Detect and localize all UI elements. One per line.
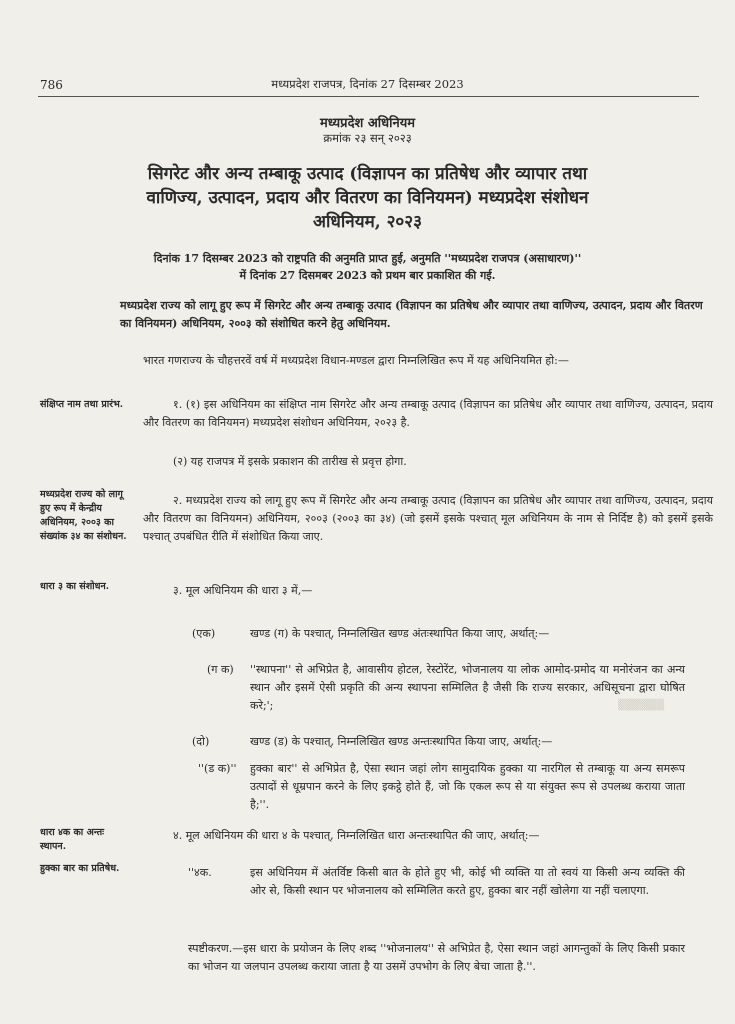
clause-two-label: (दो) — [192, 735, 210, 748]
section-1-1: १. (१) इस अधिनियम का संक्षिप्त नाम सिगरेट और अन्य तम्बाकू उत्पाद (विज्ञापन का प्रतिषेध और व्यापार तथा वाणिज्य, उत्पादन, प्रदाय और वितरण का विनियमन) मध्यप्रदेश संशोधन अधिनियम, २०२३ है. — [143, 398, 713, 429]
section-2: २. मध्यप्रदेश राज्य को लागू हुए रूप में सिगरेट और अन्य तम्बाकू उत्पाद (विज्ञापन का प्रतिषेध और व्यापार तथा वाणिज्य, उत्पादन, प्रदाय और वितरण का विनियमन) अधिनियम, २००३ (२००३ का ३४) (जो इसमें इसके पश्चात् मूल अधिनियम के नाम से निर्दिष्ट है) को इसमें इसके पश्चात् उपबंधित रीति में संशोधित किया जाए. — [143, 494, 713, 543]
clause-ga-ka: ''स्थापना'' से अभिप्रेत है, आवासीय होटल, रेस्टोरेंट, भोजनालय या लोक आमोद-प्रमोद या मनोरंजन का अन्य स्थान और इसमें ऐसी प्रकृति की अन्य स्थापना सम्मिलित है जैसी कि राज्य सरकार, अधिसूचना द्वारा घोषित करे;'; — [250, 663, 685, 712]
section-3-intro: ३. मूल अधिनियम की धारा ३ में,— — [173, 584, 313, 597]
bleed-through-smudge: ▒▒▒▒▒▒ — [618, 700, 665, 711]
clause-one: खण्ड (ग) के पश्चात्, निम्नलिखित खण्ड अंतःस्थापित किया जाए, अर्थात्:— — [250, 627, 550, 640]
clause-ga-ka-label: (ग क) — [207, 663, 234, 676]
assent-line-1: दिनांक 17 दिसम्बर 2023 को राष्ट्रपति की अनुमति प्राप्त हुई, अनुमति ''मध्यप्रदेश राजपत्र (असाधारण)'' — [153, 252, 582, 265]
act-title-line-3: अधिनियम, २०२३ — [313, 212, 422, 232]
clause-da-ka: हुक्का बार'' से अभिप्रेत है, ऐसा स्थान जहां लोग सामुदायिक हुक्का या नारगिल से तम्बाकू या अन्य समरूप उत्पादों से धूम्रपान करने के लिए इकट्ठे होते हैं, जो कि एकल रूप से या संयुक्त रूप से उपलब्ध कराया जाता है;''. — [250, 762, 685, 811]
act-number: क्रमांक २३ सन् २०२३ — [323, 131, 412, 145]
section-4-intro: ४. मूल अधिनियम की धारा ४ के पश्चात्, निम्नलिखित धारा अन्तःस्थापित की जाए, अर्थात्:— — [173, 829, 540, 842]
header-rule — [38, 96, 699, 97]
enacting-formula: भारत गणराज्य के चौहत्तरवें वर्ष में मध्यप्रदेश विधान-मण्डल द्वारा निम्नलिखित रूप में यह अधिनियमित हो:— — [143, 354, 569, 367]
clause-two: खण्ड (ड) के पश्चात्, निम्नलिखित खण्ड अन्तःस्थापित किया जाए, अर्थात्:— — [250, 735, 553, 748]
margin-note-hookah-bar: हुक्का बार का प्रतिषेध. — [40, 863, 120, 874]
section-1-2: (२) यह राजपत्र में इसके प्रकाशन की तारीख से प्रवृत्त होगा. — [173, 455, 407, 468]
explanation: स्पष्टीकरण.—इस धारा के प्रयोजन के लिए शब्द ''भोजनालय'' से अभिप्रेत है, ऐसा स्थान जहां आगन्तुकों के लिए किसी प्रकार का भोजन या जलपान उपलब्ध कराया जाता है या उसमें उपभोग के लिए बेचा जाता है.''. — [188, 942, 685, 973]
gazette-header: मध्यप्रदेश राजपत्र, दिनांक 27 दिसम्बर 2023 — [271, 77, 464, 91]
margin-note-section-4a: धारा ४क का अन्तः स्थापन. — [40, 827, 105, 852]
long-title: मध्यप्रदेश राज्य को लागू हुए रूप में सिगरेट और अन्य तम्बाकू उत्पाद (विज्ञापन का प्रतिषेध और व्यापार तथा वाणिज्य, उत्पादन, प्रदाय और वितरण का विनियमन) अधिनियम, २००३ को संशोधित करने हेतु अधिनियम. — [120, 299, 703, 330]
margin-note-central-act: मध्यप्रदेश राज्य को लागू हुए रूप में केन्द्रीय अधिनियम, २००३ का संख्यांक ३४ का संशोधन. — [40, 489, 127, 542]
section-4a: इस अधिनियम में अंतर्विष्ट किसी बात के होते हुए भी, कोई भी व्यक्ति या तो स्वयं या किसी अन्य व्यक्ति की ओर से, किसी स्थान पर भोजनालय को सम्मिलित करते हुए, हुक्का बार नहीं खोलेगा या नहीं चलाएगा. — [250, 866, 685, 897]
clause-one-label: (एक) — [192, 627, 216, 640]
margin-note-section-3: धारा ३ का संशोधन. — [40, 581, 110, 592]
assent-line-2: में दिनांक 27 दिसमबर 2023 को प्रथम बार प्रकाशित की गई. — [239, 269, 496, 282]
section-4a-label: ''४क. — [188, 866, 212, 879]
margin-note-short-title: संक्षिप्त नाम तथा प्रारंभ. — [40, 399, 124, 410]
clause-da-ka-label: ''(ड क)'' — [198, 762, 237, 775]
act-title-line-2: वाणिज्य, उत्पादन, प्रदाय और वितरण का विनियमन) मध्यप्रदेश संशोधन — [146, 188, 589, 208]
page-number: 786 — [40, 78, 63, 92]
act-name: मध्यप्रदेश अधिनियम — [319, 116, 416, 131]
act-title-line-1: सिगरेट और अन्य तम्बाकू उत्पाद (विज्ञापन का प्रतिषेध और व्यापार तथा — [147, 164, 588, 184]
